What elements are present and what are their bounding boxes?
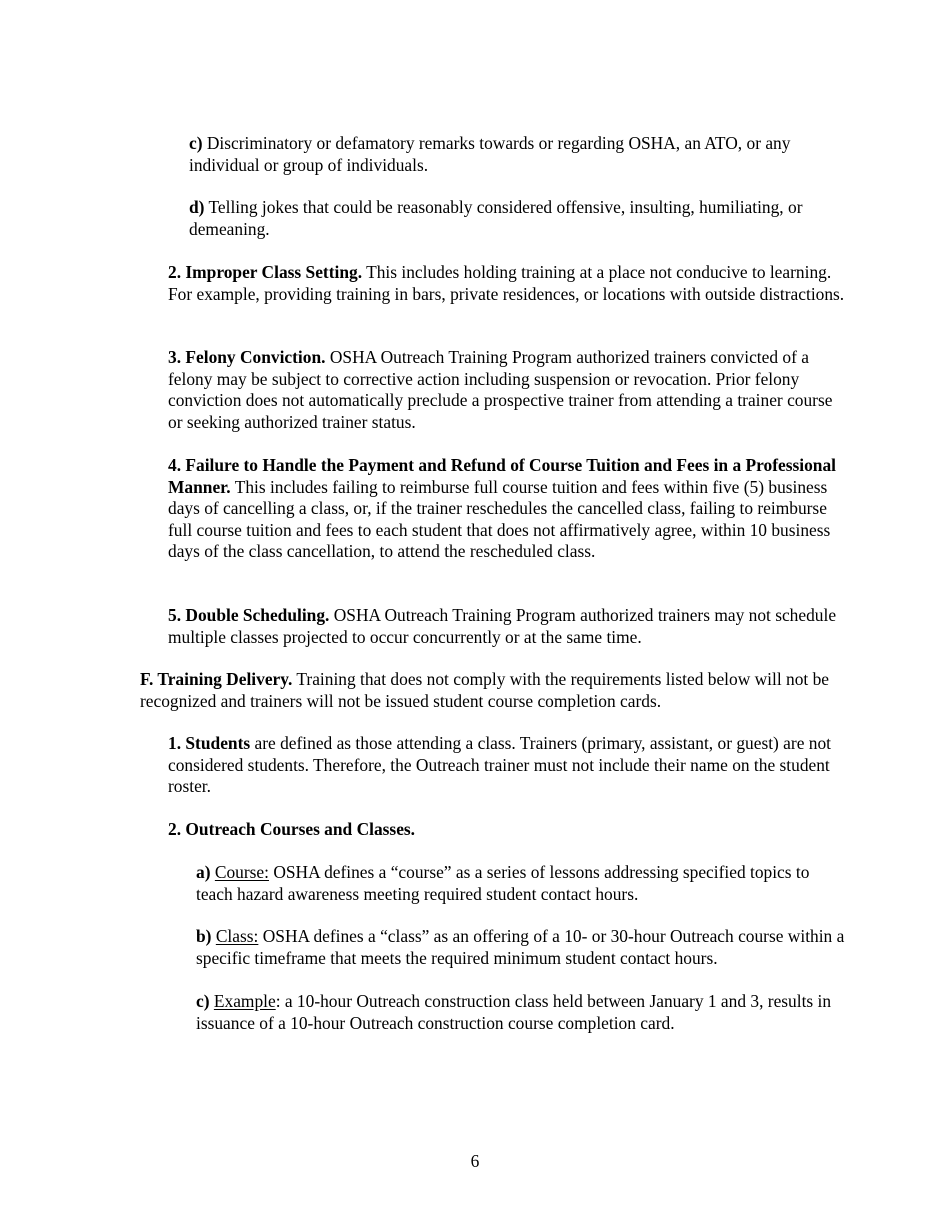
item-term: Class: — [215, 926, 259, 946]
item-label: c) — [196, 991, 210, 1011]
item-a-course — [196, 862, 845, 905]
section-heading: 2. Improper Class Setting. — [168, 262, 363, 282]
section-double-scheduling — [168, 605, 845, 648]
item-text: Discriminatory or defamatory remarks towards or regarding OSHA, an ATO, or any individual or group of individuals. — [189, 133, 791, 175]
section-text: OSHA Outreach Training Program authorized trainers convicted of a felony may be subject to corrective action including suspension or revocation. Prior felony conviction does not automatically preclude a prospective trainer from attending a trainer course or seeking authorized trainer status. — [168, 347, 833, 432]
section-text: Training that does not comply with the requirements listed below will not be recognized and trainers will not be issued student course completion cards. — [140, 669, 829, 711]
section-students — [168, 733, 845, 798]
section-heading: 4. Failure to Handle the Payment and Refund of Course Tuition and Fees in a Professional Manner. — [168, 455, 836, 497]
section-heading: 1. Students — [168, 733, 251, 753]
section-felony-conviction — [168, 347, 845, 433]
item-label: c) — [189, 133, 203, 153]
item-term: Example — [213, 991, 276, 1011]
section-text: This includes failing to reimburse full course tuition and fees within five (5) business days of cancelling a class, or, if the trainer reschedules the cancelled class, failing to reimburse full course tuition and fees to each student that does not affirmatively agree, within 10 business days of the class cancellation, to attend the rescheduled class. — [168, 476, 831, 562]
section-text: This includes holding training at a place not conducive to learning. For example, providing training in bars, private residences, or locations with outside distractions. — [168, 262, 845, 304]
page-number: 6 — [470, 1151, 480, 1171]
item-d-jokes — [189, 197, 845, 240]
section-training-delivery — [140, 669, 845, 712]
section-payment-refund — [168, 455, 845, 563]
item-label: d) — [189, 197, 205, 217]
section-heading: 3. Felony Conviction. — [168, 347, 326, 367]
item-c-example — [196, 991, 845, 1034]
section-text: are defined as those attending a class. Trainers (primary, assistant, or guest) are not considered students. Therefore, the Outreach trainer must not include their name on the student roster. — [168, 733, 831, 797]
section-text: OSHA Outreach Training Program authorized trainers may not schedule multiple classes projected to occur concurrently or at the same time. — [168, 605, 837, 647]
section-heading: 2. Outreach Courses and Classes. — [168, 819, 416, 839]
section-heading: 5. Double Scheduling. — [168, 605, 330, 625]
item-c-discriminatory — [189, 133, 845, 176]
item-label: b) — [196, 926, 212, 946]
item-text: OSHA defines a “course” as a series of lessons addressing specified topics to teach hazard awareness meeting required student contact hours. — [196, 862, 810, 904]
section-improper-class-setting — [168, 262, 845, 305]
section-outreach-courses-classes — [168, 819, 845, 841]
item-text: : a 10-hour Outreach construction class held between January 1 and 3, results in issuance of a 10-hour Outreach construction course completion card. — [196, 991, 832, 1033]
item-label: a) — [196, 862, 211, 882]
section-heading: F. Training Delivery. — [140, 669, 293, 689]
item-b-class — [196, 926, 845, 969]
item-text: OSHA defines a “class” as an offering of a 10- or 30-hour Outreach course within a specific timeframe that meets the required minimum student contact hours. — [196, 926, 845, 968]
item-text: Telling jokes that could be reasonably considered offensive, insulting, humiliating, or demeaning. — [189, 197, 803, 239]
item-term: Course: — [214, 862, 269, 882]
